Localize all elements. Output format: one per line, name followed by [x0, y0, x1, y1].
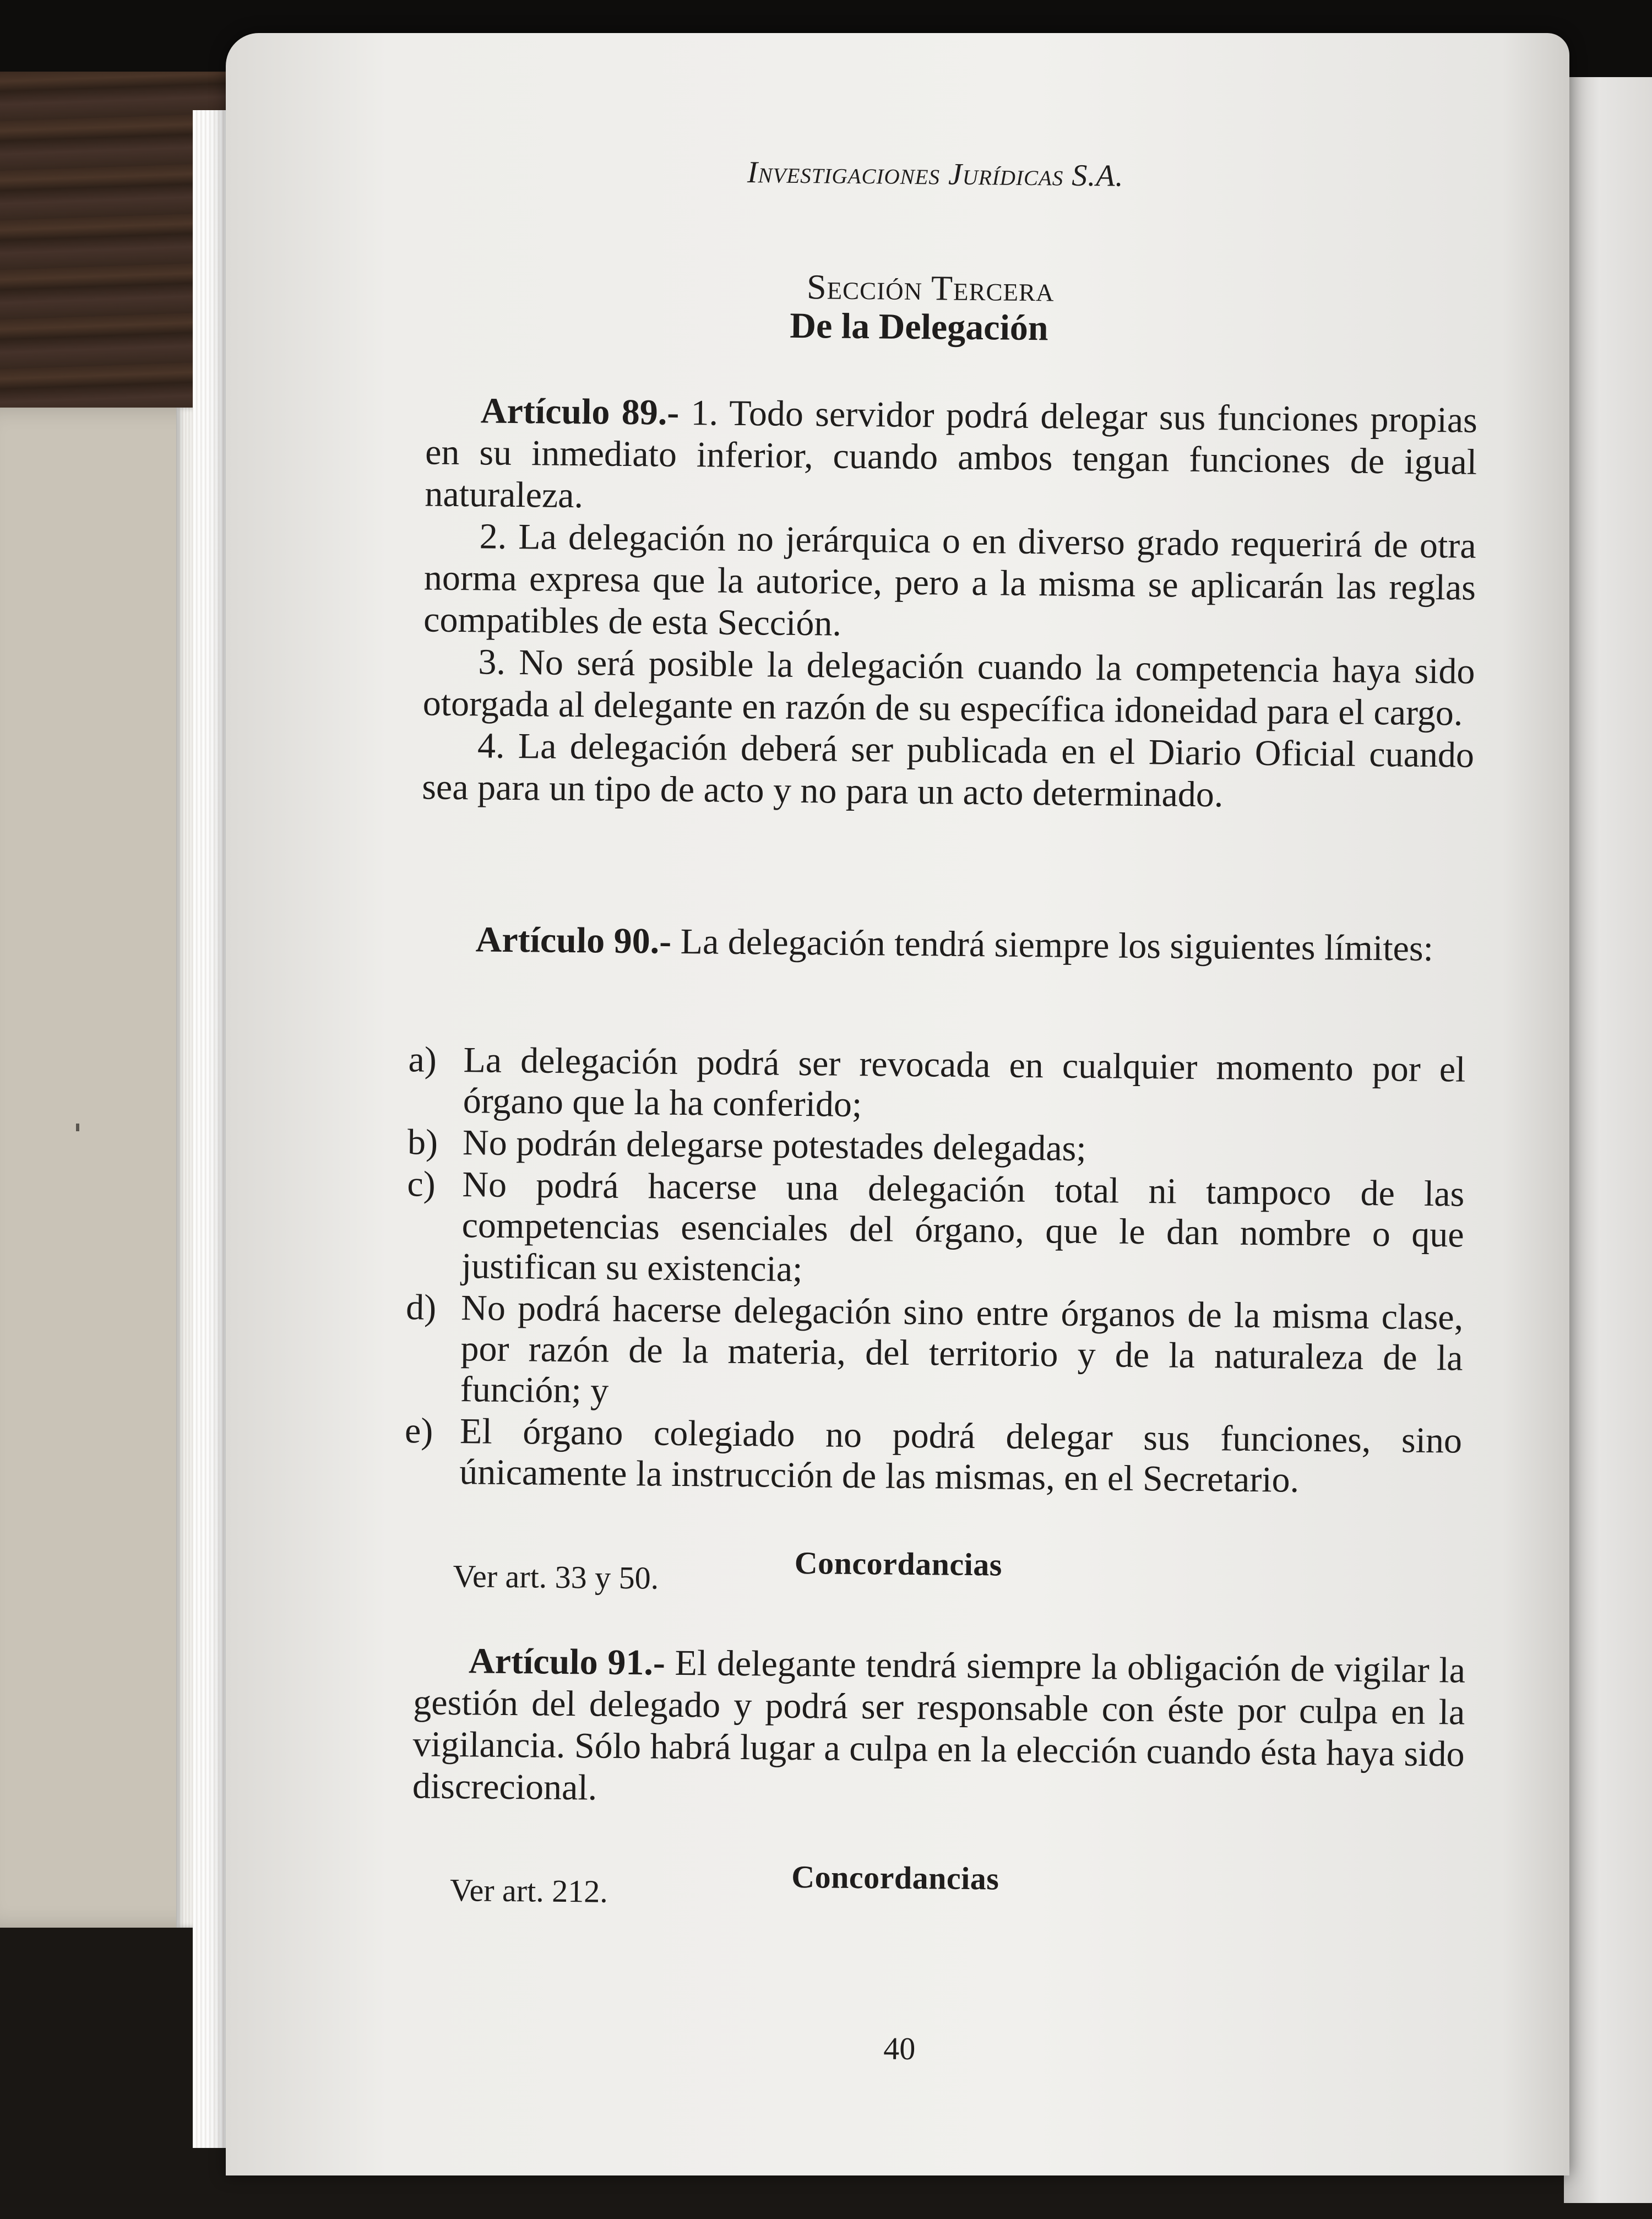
list-item	[404, 1410, 1462, 1502]
article-89-paragraph-2: 2. La delegación no jerárquica o en diverso grado requerirá de otra norma expresa que la autorice, pero a la misma se aplicarán las reglas compatibles de esta Sección.	[423, 516, 1476, 644]
article-91-concordancias-ref: Ver art. 212.	[449, 1872, 608, 1909]
list-item	[405, 1287, 1463, 1419]
article-90	[420, 918, 1472, 970]
article-91	[412, 1640, 1466, 1817]
list-marker: a)	[408, 1039, 437, 1080]
article-89-label: Artículo 89.-	[480, 390, 680, 433]
list-marker: e)	[404, 1410, 433, 1451]
article-89	[422, 389, 1477, 818]
article-89-paragraph-1	[425, 389, 1477, 525]
article-90-intro-text: La delegación tendrá siempre los siguientes límites:	[680, 921, 1434, 969]
article-90-concordancias-title: Concordancias	[794, 1544, 1003, 1583]
article-90-concordancias-ref: Ver art. 33 y 50.	[453, 1558, 659, 1596]
article-89-text-1: 1. Todo servidor podrá delegar sus funciones propias en su inmediato inferior, cuando ambos tengan funciones de igual naturaleza.	[425, 393, 1478, 516]
section-kicker: Sección Tercera	[806, 267, 1055, 309]
list-text: El órgano colegiado no podrá delegar sus funciones, sino únicamente la instrucción de las mismas, en el Secretario.	[459, 1411, 1463, 1500]
list-item	[407, 1039, 1465, 1131]
article-91-label: Artículo 91.-	[468, 1641, 666, 1683]
list-text: No podrán delegarse potestades delegadas;	[462, 1122, 1086, 1169]
page-number: 40	[883, 2030, 916, 2067]
article-91-concordancias-title: Concordancias	[791, 1858, 999, 1897]
article-91-text: El delegante tendrá siempre la obligación de vigilar la gestión del delegado y podrá ser responsable con éste por culpa en la vigilancia. Sólo habrá lugar a culpa en la elección cuando ésta haya sido discrecional.	[412, 1642, 1466, 1808]
article-90-limits-list	[404, 1039, 1466, 1503]
list-text: No podrá hacerse delegación sino entre órganos de la misma clase, por razón de la materia, del territorio y de la naturaleza de la función; y	[460, 1288, 1464, 1411]
article-90-label: Artículo 90.-	[475, 919, 672, 962]
list-text: La delegación podrá ser revocada en cualquier momento por el órgano que la ha conferido;	[463, 1040, 1466, 1125]
list-marker: c)	[407, 1164, 436, 1205]
list-item	[406, 1164, 1465, 1296]
section-title: De la Delegación	[790, 305, 1048, 349]
list-marker: b)	[407, 1122, 438, 1163]
running-head: Investigaciones Jurídicas S.A.	[747, 155, 1124, 193]
article-91-paragraph	[412, 1640, 1466, 1817]
article-89-paragraph-4: 4. La delegación deberá ser publicada en el Diario Oficial cuando sea para un tipo de acto y no para un acto determinado.	[421, 725, 1475, 815]
list-text: No podrá hacerse una delegación total ni tampoco de las competencias esenciales del órgano, que le dan nombre o que justifican su existencia;	[461, 1164, 1465, 1290]
article-89-paragraph-3: 3. No será posible la delegación cuando la competencia haya sido otorgada al delegante en razón de su específica idoneidad para el cargo.	[422, 642, 1475, 734]
article-90-intro	[420, 918, 1472, 970]
list-marker: d)	[405, 1287, 437, 1328]
